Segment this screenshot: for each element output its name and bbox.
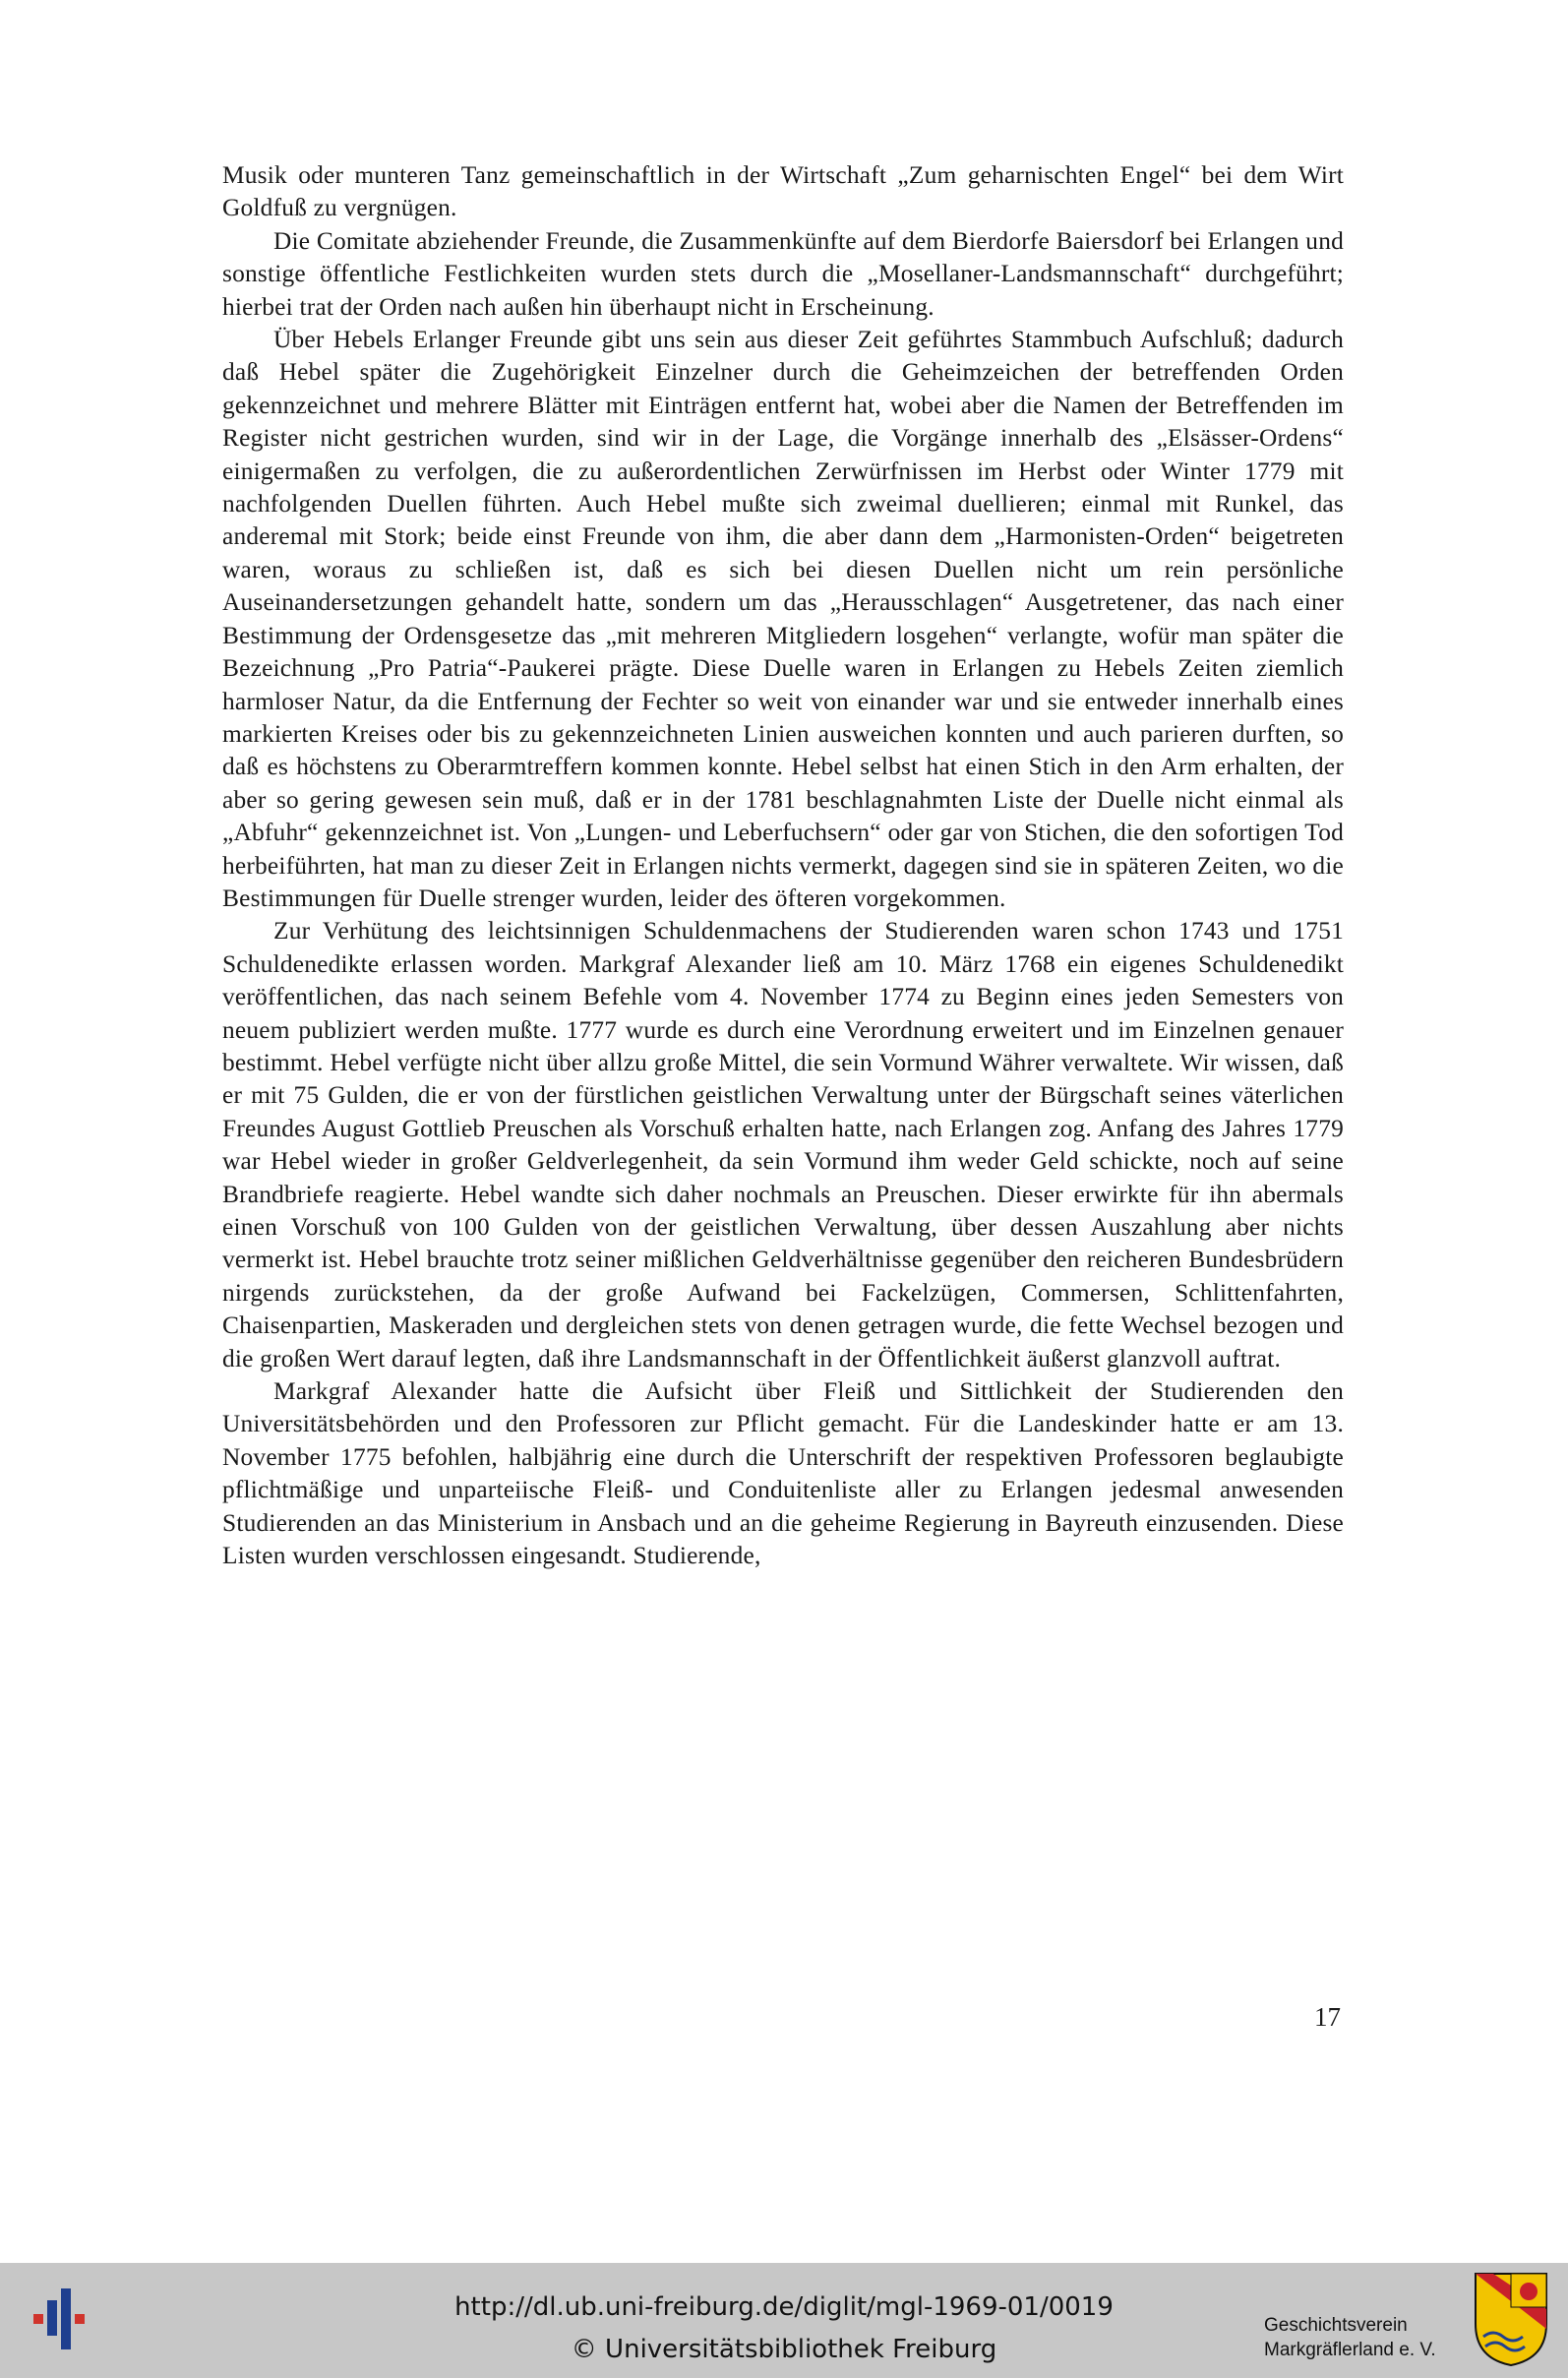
paragraph: Zur Verhütung des leichtsinnigen Schuldenmachens der Studierenden waren schon 1743 und 1751 Schuldenedikte erlassen worden. Markgraf Alexander ließ am 10. März 1768 ein eigenes Schuldenedikt veröffentlichen, das nach seinem Befehle vom 4. November 1774 zu Beginn eines jeden Semesters von neuem publiziert werden mußte. 1777 wurde es durch eine Verordnung erweitert und im Einzelnen genauer bestimmt. Hebel verfügte nicht über allzu große Mittel, die sein Vormund Währer verwaltete. Wir wissen, daß er mit 75 Gulden, die er von der fürstlichen geistlichen Verwaltung unter der Bürgschaft seines väterlichen Freundes August Gottlieb Preuschen als Vorschuß erhalten hatte, nach Erlangen zog. Anfang des Jahres 1779 war Hebel wieder in großer Geldverlegenheit, da sein Vormund ihm weder Geld schickte, noch auf seine Brandbriefe reagierte. Hebel wandte sich daher nochmals an Preuschen. Dieser erwirkte für ihn abermals einen Vorschuß von 100 Gulden von der geistlichen Verwaltung, über dessen Auszahlung aber nichts vermerkt ist. Hebel brauchte trotz seiner mißlichen Geldverhältnisse gegenüber den reicheren Bundesbrüdern nirgends zurückstehen, da der große Aufwand bei Fackelzügen, Commersen, Schlittenfahrten, Chaisenpartien, Maskeraden und dergleichen stets von denen getragen wurde, die fette Wechsel bezogen und die großen Wert darauf legten, daß ihre Landsmannschaft in der Öffentlichkeit äußerst glanzvoll auftrat.: [222, 917, 1344, 1372]
paragraph: Musik oder munteren Tanz gemeinschaftlich in der Wirtschaft „Zum geharnischten Engel“ bei dem Wirt Goldfuß zu vergnügen.: [222, 161, 1344, 222]
society-line-1: Geschichtsverein: [1264, 2315, 1408, 2336]
paragraph: Über Hebels Erlanger Freunde gibt uns sein aus dieser Zeit geführtes Stammbuch Aufschluß; dadurch daß Hebel später die Zugehörigkeit Einzelner durch die Geheimzeichen der betreffenden Orden gekennzeichnet und mehrere Blätter mit Einträgen entfernt hat, wobei aber die Namen der Betreffenden im Register nicht gestrichen wurden, sind wir in der Lage, die Vorgänge innerhalb des „Elsässer-Ordens“ einigermaßen zu verfolgen, die zu außerordentlichen Zerwürfnissen im Herbst oder Winter 1779 mit nachfolgenden Duellen führten. Auch Hebel mußte sich zweimal duellieren; einmal mit Runkel, das anderemal mit Stork; beide einst Freunde von ihm, die aber dann dem „Harmonisten-Orden“ beigetreten waren, woraus zu schließen ist, daß es sich bei diesen Duellen nicht um rein persönliche Auseinandersetzungen gehandelt hatte, sondern um das „Herausschlagen“ Ausgetretener, das nach einer Bestimmung der Ordensgesetze das „mit mehreren Mitgliedern losgehen“ verlangte, wofür man später die Bezeichnung „Pro Patria“-Paukerei prägte. Diese Duelle waren in Erlangen zu Hebels Zeiten ziemlich harmloser Natur, da die Entfernung der Fechter so weit von einander war und sie entweder innerhalb eines markierten Kreises oder bis zu gekennzeichneten Linien ausweichen konnten und auch parieren durften, so daß es höchstens zu Oberarmtreffern kommen konnte. Hebel selbst hat einen Stich in den Arm erhalten, der aber so gering gewesen sein muß, daß er in der 1781 beschlagnahmten Liste der Duelle nicht einmal als „Abfuhr“ gekennzeichnet ist. Von „Lungen- und Leberfuchsern“ oder gar von Stichen, die den sofortigen Tod herbeiführten, hat man zu dieser Zeit in Erlangen nichts vermerkt, dagegen sind sie in späteren Zeiten, wo die Bestimmungen für Duelle strenger wurden, leider des öfteren vorgekommen.: [222, 326, 1344, 912]
paragraph: Die Comitate abziehender Freunde, die Zusammenkünfte auf dem Bierdorfe Baiersdorf bei Erlangen und sonstige öffentliche Festlichkeiten wurden stets durch die „Mosellaner-Landsmannschaft“ durchgeführt; hierbei trat der Orden nach außen hin überhaupt nicht in Erscheinung.: [222, 226, 1344, 321]
society-name: [1264, 2313, 1436, 2362]
page-number: 17: [1314, 2002, 1341, 2032]
footer-url-link[interactable]: http://dl.ub.uni-freiburg.de/diglit/mgl-1969-01/0019: [454, 2292, 1114, 2322]
body-text: [222, 159, 1344, 1572]
coat-of-arms-icon: [1472, 2270, 1550, 2368]
society-line-2: Markgräflerland e. V.: [1264, 2340, 1436, 2360]
footer-copyright: © Universitätsbibliothek Freiburg: [571, 2335, 997, 2364]
paragraph: Markgraf Alexander hatte die Aufsicht über Fleiß und Sittlichkeit der Studierenden den Universitätsbehörden und den Professoren zur Pflicht gemacht. Für die Landeskinder hatte er am 13. November 1775 befohlen, halbjährig eine durch die Unterschrift der respektiven Professoren beglaubigte pflichtmäßige und unparteiische Fleiß- und Conduitenliste aller zu Erlangen jedesmal anwesenden Studierenden an das Ministerium in Ansbach und an die geheime Regierung in Bayreuth einzusenden. Diese Listen wurden verschlossen eingesandt. Studierende,: [222, 1377, 1344, 1570]
